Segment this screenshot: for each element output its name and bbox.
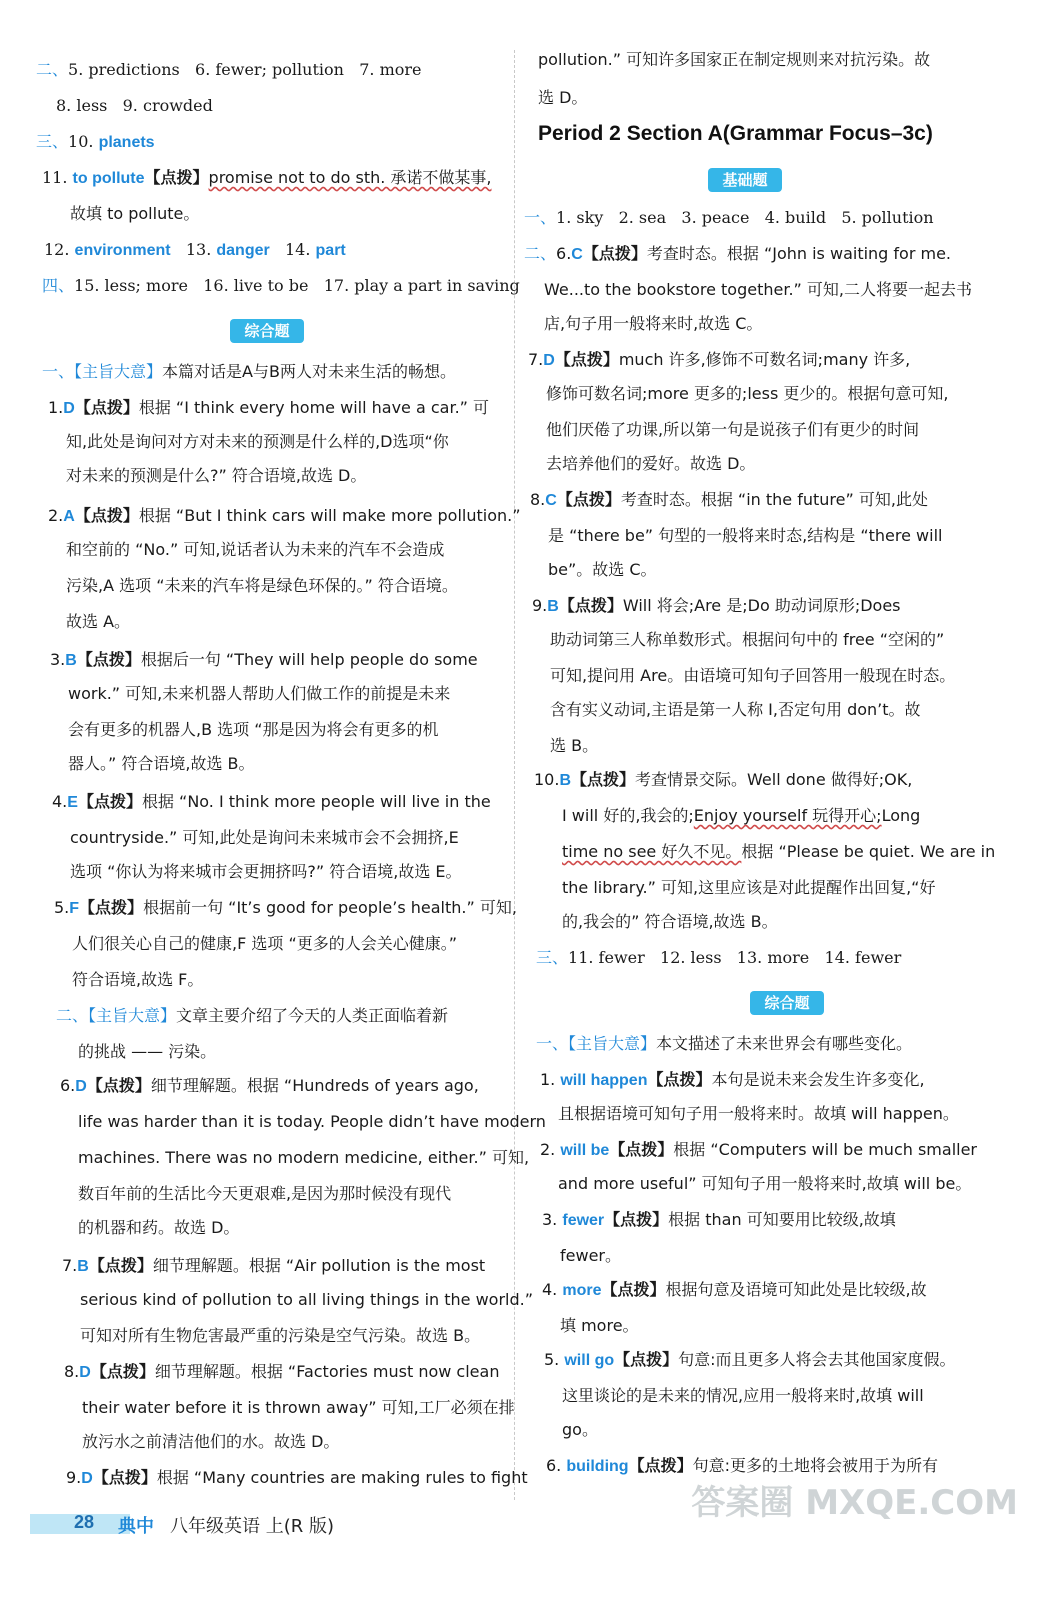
- line: 的挑战 —— 污染。: [78, 1042, 217, 1061]
- line: 人们很关心自己的健康,F 选项 “更多的人会关心健康。”: [72, 934, 458, 953]
- line: 5. will go【点拨】句意:而且更多人将会去其他国家度假。: [544, 1350, 956, 1369]
- line: 选 B。: [550, 736, 599, 755]
- line: 2. will be【点拨】根据 “Computers will be much smaller: [540, 1140, 978, 1159]
- line: 二、【主旨大意】文章主要介绍了今天的人类正面临着新: [56, 1006, 449, 1025]
- period-heading: Period 2 Section A(Grammar Focus–3c): [538, 122, 933, 145]
- column-divider: [514, 50, 515, 1500]
- line: 10.B【点拨】考查情景交际。Well done 做得好;OK,: [534, 770, 913, 789]
- line: 一、1. sky 2. sea 3. peace 4. build 5. pollution: [524, 208, 934, 227]
- brand-logo: 典中: [118, 1516, 154, 1537]
- line: machines. There was no modern medicine, either.” 可知,: [78, 1148, 530, 1167]
- line: 的机器和药。故选 D。: [78, 1218, 240, 1237]
- line: 6. building【点拨】句意:更多的土地将会被用于为所有: [546, 1456, 938, 1475]
- watermark: 答案圈 MXQE.COM: [691, 1483, 1018, 1523]
- line: 他们厌倦了功课,所以第一句是说孩子们有更少的时间: [546, 420, 920, 439]
- page-number: 28: [74, 1512, 95, 1532]
- line: pollution.” 可知许多国家正在制定规则来对抗污染。故: [538, 50, 931, 69]
- line: I will 好的,我会的;Enjoy yourself 玩得开心;Long: [562, 806, 921, 825]
- line: 和空前的 “No.” 可知,说话者认为未来的汽车不会造成: [66, 540, 445, 559]
- line: 3.B【点拨】根据后一句 “They will help people do some: [50, 650, 478, 669]
- line: fewer。: [560, 1246, 621, 1265]
- line: 4.E【点拨】根据 “No. I think more people will live in the: [52, 792, 491, 811]
- line: work.” 可知,未来机器人帮助人们做工作的前提是未来: [68, 684, 451, 703]
- line: 8. less 9. crowded: [56, 96, 213, 115]
- line: 6.D【点拨】细节理解题。根据 “Hundreds of years ago,: [60, 1076, 479, 1095]
- line: 故选 A。: [66, 612, 131, 631]
- line: 数百年前的生活比今天更艰难,是因为那时候没有现代: [78, 1184, 452, 1203]
- line: 的,我会的” 符合语境,故选 B。: [562, 912, 778, 931]
- line: 店,句子用一般将来时,故选 C。: [544, 314, 763, 333]
- line: 一、【主旨大意】本文描述了未来世界会有哪些变化。: [536, 1034, 913, 1053]
- line: be”。故选 C。: [548, 560, 657, 579]
- line: 一、【主旨大意】本篇对话是A与B两人对未来生活的畅想。: [42, 362, 456, 381]
- line: go。: [562, 1420, 598, 1439]
- line: 四、15. less; more 16. live to be 17. play a part in saving: [42, 276, 520, 295]
- line: 含有实义动词,主语是第一人称 I,否定句用 don’t。故: [550, 700, 921, 719]
- line: their water before it is thrown away” 可知,工厂必须在排: [82, 1398, 515, 1417]
- line: 1.D【点拨】根据 “I think every home will have a car.” 可: [48, 398, 490, 417]
- line: 三、10. planets: [36, 132, 155, 151]
- line: 放污水之前清洁他们的水。故选 D。: [82, 1432, 340, 1451]
- line: 会有更多的机器人,B 选项 “那是因为将会有更多的机: [68, 720, 439, 739]
- line: 可知对所有生物危害最严重的污染是空气污染。故选 B。: [80, 1326, 481, 1345]
- line: 2.A【点拨】根据 “But I think cars will make more pollution.”: [48, 506, 521, 525]
- line: countryside.” 可知,此处是询问未来城市会不会拥挤,E: [70, 828, 459, 847]
- line: 二、5. predictions 6. fewer; pollution 7. more: [36, 60, 422, 79]
- line: 填 more。: [560, 1316, 639, 1335]
- line: 9.D【点拨】根据 “Many countries are making rules to fight: [66, 1468, 528, 1487]
- line: 器人。” 符合语境,故选 B。: [68, 754, 255, 773]
- line: 知,此处是询问对方对未来的预测是什么样的,D选项“你: [66, 432, 449, 451]
- line: 这里谈论的是未来的情况,应用一般将来时,故填 will: [562, 1386, 924, 1405]
- line: 5.F【点拨】根据前一句 “It’s good for people’s health.” 可知,: [54, 898, 517, 917]
- line: 8.D【点拨】细节理解题。根据 “Factories must now clean: [64, 1362, 500, 1381]
- line: 12. environment 13. danger 14. part: [44, 240, 346, 259]
- line: 去培养他们的爱好。故选 D。: [546, 454, 756, 473]
- line: serious kind of pollution to all living things in the world.”: [80, 1290, 534, 1309]
- section-badge: 综合题: [750, 991, 824, 1015]
- line: 故填 to pollute。: [70, 204, 200, 223]
- line: 4. more【点拨】根据句意及语境可知此处是比较级,故: [542, 1280, 927, 1299]
- line: 二、6.C【点拨】考查时态。根据 “John is waiting for me.: [524, 244, 952, 263]
- line: 修饰可数名词;more 更多的;less 更少的。根据句意可知,: [546, 384, 949, 403]
- line: 9.B【点拨】Will 将会;Are 是;Do 助动词原形;Does: [532, 596, 901, 615]
- line: 助动词第三人称单数形式。根据问句中的 free “空闲的”: [550, 630, 945, 649]
- line: 11. to pollute【点拨】promise not to do sth. 承诺不做某事,: [42, 168, 492, 187]
- line: 1. will happen【点拨】本句是说未来会发生许多变化,: [540, 1070, 925, 1089]
- line: 三、11. fewer 12. less 13. more 14. fewer: [536, 948, 902, 967]
- line: 选 D。: [538, 88, 588, 107]
- section-badge: 综合题: [230, 319, 304, 343]
- book-title: 八年级英语 上(R 版): [170, 1516, 334, 1537]
- section-badge: 基础题: [708, 168, 782, 192]
- line: the library.” 可知,这里应该是对此提醒作出回复,“好: [562, 878, 936, 897]
- line: time no see 好久不见。根据 “Please be quiet. We are in: [562, 842, 996, 861]
- line: life was harder than it is today. People didn’t have modern: [78, 1112, 546, 1131]
- line: 选项 “你认为将来城市会更拥挤吗?” 符合语境,故选 E。: [70, 862, 462, 881]
- line: 7.B【点拨】细节理解题。根据 “Air pollution is the most: [62, 1256, 486, 1275]
- line: 污染,A 选项 “未来的汽车将是绿色环保的。” 符合语境。: [66, 576, 458, 595]
- line: and more useful” 可知句子用一般将来时,故填 will be。: [558, 1174, 972, 1193]
- line: 8.C【点拨】考查时态。根据 “in the future” 可知,此处: [530, 490, 928, 509]
- line: We...to the bookstore together.” 可知,二人将要一起去书: [544, 280, 973, 299]
- line: 且根据语境可知句子用一般将来时。故填 will happen。: [558, 1104, 959, 1123]
- line: 3. fewer【点拨】根据 than 可知要用比较级,故填: [542, 1210, 896, 1229]
- line: 对未来的预测是什么?” 符合语境,故选 D。: [66, 466, 367, 485]
- line: 符合语境,故选 F。: [72, 970, 204, 989]
- line: 7.D【点拨】much 许多,修饰不可数名词;many 许多,: [528, 350, 911, 369]
- line: 可知,提问用 Are。由语境可知句子回答用一般现在时态。: [550, 666, 956, 685]
- line: 是 “there be” 句型的一般将来时态,结构是 “there will: [548, 526, 943, 545]
